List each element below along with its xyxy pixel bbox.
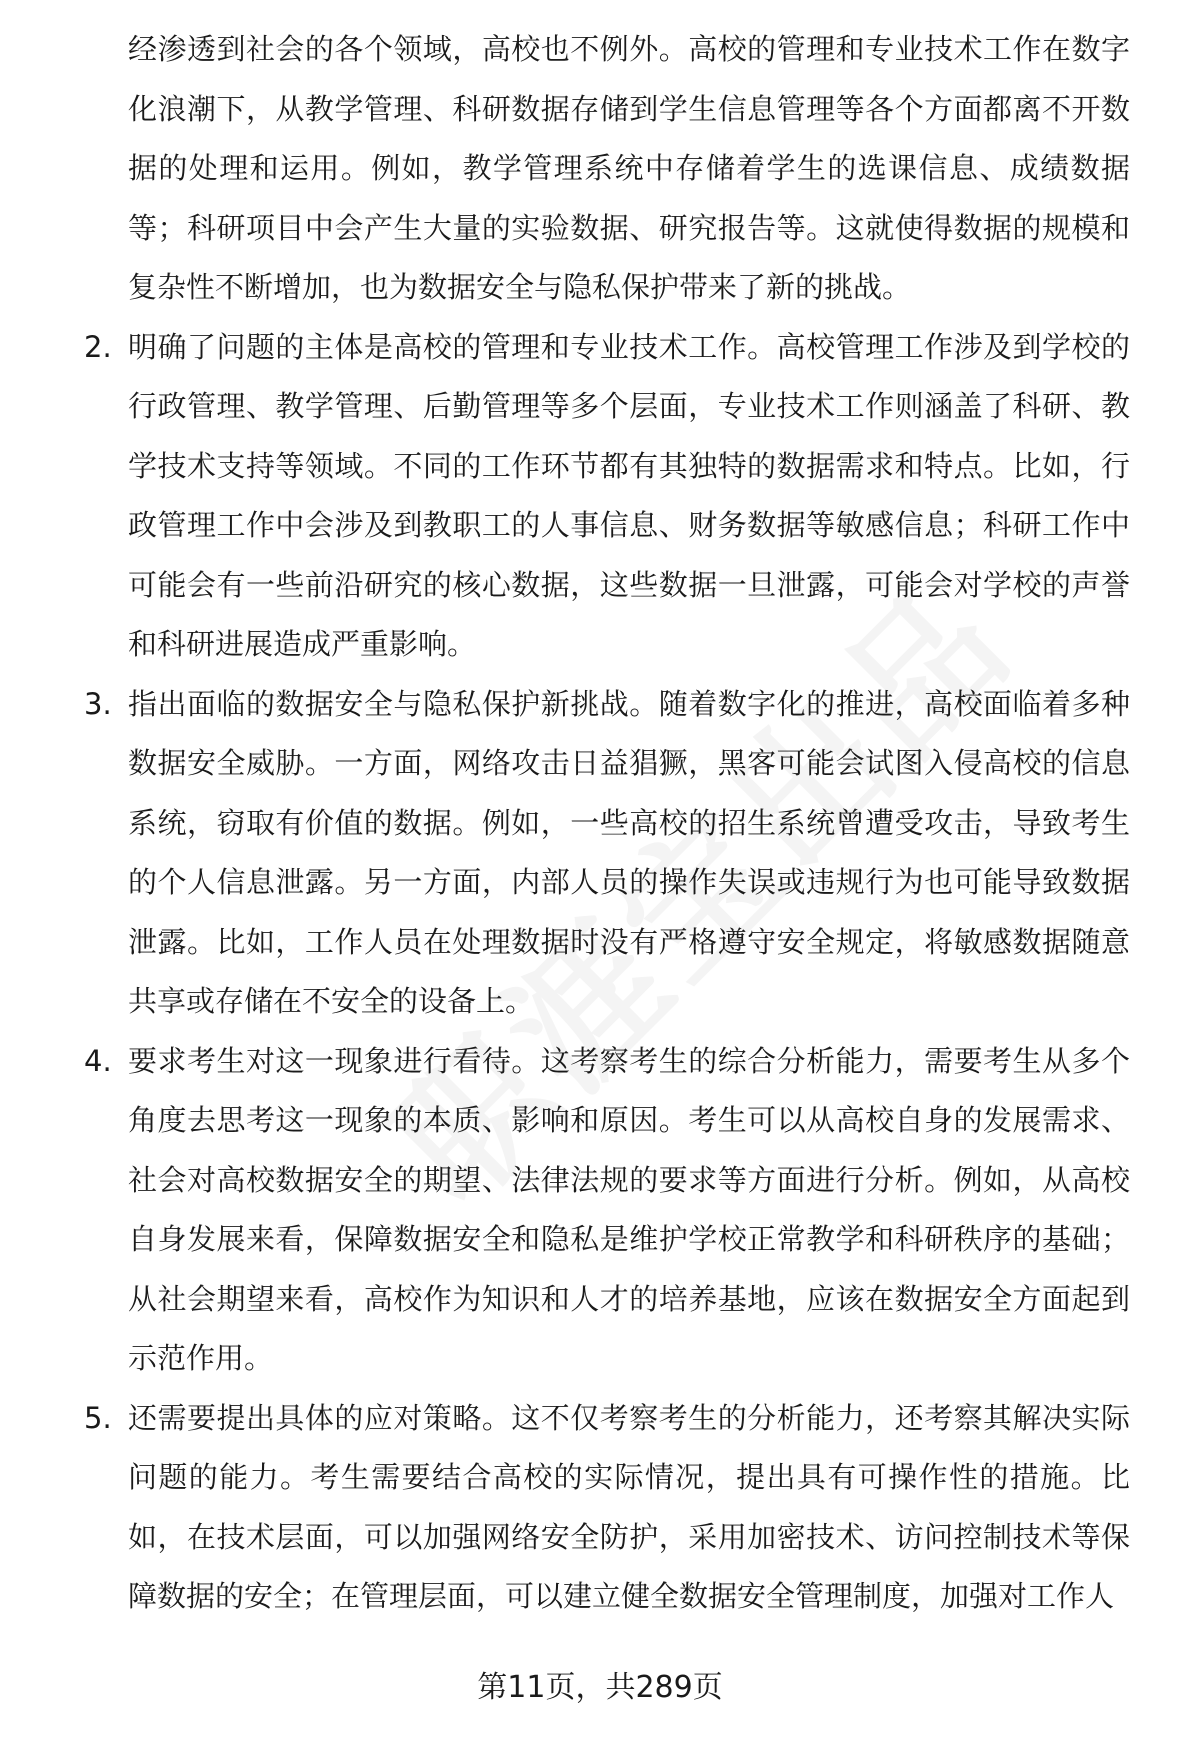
list-item-text: 指出面临的数据安全与隐私保护新挑战。随着数字化的推进，高校面临着多种数据安全威胁。一方面，网络攻击日益猖獗，黑客可能会试图入侵高校的信息系统，窃取有价值的数据。例如，一些高校的招生系统曾遭受攻击，导致考生的个人信息泄露。另一方面，内部人员的操作失误或违规行为也可能导致数据泄露。比如，工作人员在处理数据时没有严格遵守安全规定，将敏感数据随意共享或存储在不安全的设备上。 <box>128 686 1130 1018</box>
list-item-2 <box>84 318 1144 675</box>
list-item-5 <box>84 1389 1144 1627</box>
document-body <box>84 20 1144 1627</box>
page-footer: 第11页，共289页 <box>477 1670 723 1705</box>
list-number: 2. <box>84 329 112 364</box>
list-item-3 <box>84 675 1144 1032</box>
list-item-text: 要求考生对这一现象进行看待。这考察考生的综合分析能力，需要考生从多个角度去思考这一现象的本质、影响和原因。考生可以从高校自身的发展需求、社会对高校数据安全的期望、法律法规的要求等方面进行分析。例如，从高校自身发展来看，保障数据安全和隐私是维护学校正常教学和科研秩序的基础；从社会期望来看，高校作为知识和人才的培养基地，应该在数据安全方面起到示范作用。 <box>128 1043 1130 1375</box>
list-number: 3. <box>84 686 112 721</box>
list-item-text: 还需要提出具体的应对策略。这不仅考察考生的分析能力，还考察其解决实际问题的能力。考生需要结合高校的实际情况，提出具有可操作性的措施。比如，在技术层面，可以加强网络安全防护，采用加密技术、访问控制技术等保障数据的安全；在管理层面，可以建立健全数据安全管理制度，加强对工作人 <box>128 1400 1130 1613</box>
lead-paragraph: 经渗透到社会的各个领域，高校也不例外。高校的管理和专业技术工作在数字化浪潮下，从教学管理、科研数据存储到学生信息管理等各个方面都离不开数据的处理和运用。例如，教学管理系统中存储着学生的选课信息、成绩数据等；科研项目中会产生大量的实验数据、研究报告等。这就使得数据的规模和复杂性不断增加，也为数据安全与隐私保护带来了新的挑战。 <box>128 32 1130 304</box>
list-number: 5. <box>84 1400 112 1435</box>
list-item-text: 明确了问题的主体是高校的管理和专业技术工作。高校管理工作涉及到学校的行政管理、教学管理、后勤管理等多个层面，专业技术工作则涵盖了科研、教学技术支持等领域。不同的工作环节都有其独特的数据需求和特点。比如，行政管理工作中会涉及到教职工的人事信息、财务数据等敏感信息；科研工作中可能会有一些前沿研究的核心数据，这些数据一旦泄露，可能会对学校的声誉和科研进展造成严重影响。 <box>128 329 1130 661</box>
list-number: 4. <box>84 1043 112 1078</box>
list-item-4 <box>84 1032 1144 1389</box>
